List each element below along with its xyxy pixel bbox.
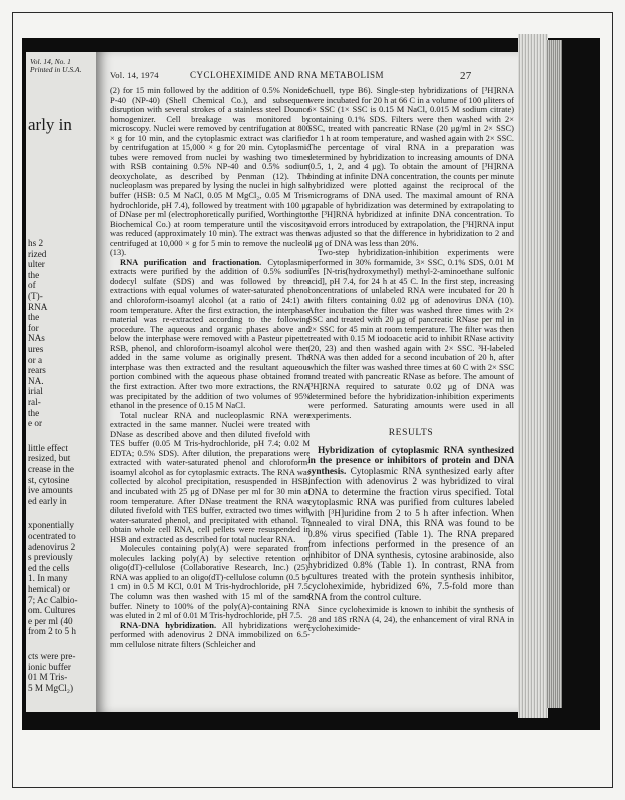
paragraph: Total nuclear RNA and nucleoplasmic RNA were extracted in the same manner. Nuclei were treated with DNase as described above and then diluted fivefold with TES buffer (0.05 M Tris-hydrochloride, pH 7.4; 0.02 M EDTA; 0.5% SDS). After dilution, the preparations were extracted with water-saturated phenol and chloroform-isoamyl alcohol as for cytoplasmic extracts. The RNA was collected by alcohol precipitation, resuspended in HSB, and incubated with 25 μg of DNase per ml for 30 min at room temperature. After DNase treatment the RNA was diluted fivefold with TES buffer, extracted two times with water-saturated phenol, and precipitated with ethanol. To obtain whole cell RNA, cell pellets were resuspended in HSB and extracted as described for total nuclear RNA.: [110, 409, 310, 544]
left-page-fragment: of: [28, 280, 36, 291]
left-page-fragment: for: [28, 322, 39, 333]
paragraph: Since cycloheximide is known to inhibit the synthesis of 28 and 18S rRNA (4, 24), the enhancement of viral RNA in cycloheximide-: [308, 604, 514, 634]
left-page-fragment: NA.: [28, 375, 44, 386]
paragraph: Schuell, type B6). Single-step hybridizations of [³H]RNA were incubated for 20 h at 66 C in a volume of 100 μliters of 6× SSC (1× SSC is 0.15 M NaCl, 0.015 M sodium citrate) containing 0.1% SDS. Filters were then washed with 2× SSC, treated with pancreatic RNase (20 μg/ml in 2× SSC) for 1 h at room temperature, and washed again with 2× SSC. The percentage of viral RNA in a preparation was determined by hybridization to increasing amounts of DNA (0.5, 1, 2, and 4 μg). To obtain the amount of [³H]RNA binding at infinite DNA concentration, the counts per minute hybridized were plotted against the reciprocal of the micrograms of DNA used. The maximal amount of RNA capable of hybridization was determined by extrapolating to the [³H]RNA hybridized at infinite DNA concentration. To avoid errors introduced by extrapolation, the [³H]RNA input was adjusted so that the difference in hybridization to 2 and 4 μg of DNA was less than 20%.: [308, 85, 514, 248]
left-page-fragment: ionic buffer: [28, 661, 71, 672]
left-page-fragment: e or: [28, 418, 43, 429]
paragraph: Molecules containing poly(A) were separated from molecules lacking poly(A) by selective retention on oligo(dT)-cellulose (Collaborative Research, Inc.) (25). RNA was applied to an oligo(dT)-cellulose column (0.5 by 1 cm) in 0.5 M KCl, 0.01 M Tris-hydrochloride, pH 7.5. The column was then washed with 15 ml of the same buffer. Ninety to 100% of the poly(A)-containing RNA was eluted in 2 ml of 0.01 M Tris-hydrochloride, pH 7.5.: [110, 543, 310, 621]
left-page-fragment: ive amounts: [28, 485, 73, 496]
left-page-fragment: the: [28, 407, 40, 418]
left-page-fragment: hemical) or: [28, 584, 71, 594]
running-header-title: CYCLOHEXIMIDE AND RNA METABOLISM: [190, 70, 385, 80]
left-page-fragment: irial: [28, 386, 43, 397]
paragraph-body: Cytoplasmic extracts were purified by the addition of 0.5% sodium dodecyl sulfate (SDS) and was followed by three extractions with equal volumes of water-saturated phenol and chloroform-isoamyl alcohol (at a ratio of 24:1) at room temperature. After the first extraction, the interphase material was re-extracted according to the following procedure. The aqueous and organic phases above and below the interphase were removed with a Pasteur pipette. RSB, phenol, and chloroform-isoamyl alcohol were then added in the same volume as originally present. The interphase was then extracted and the resultant aqueous portion combined with the aqueous phase obtained from the first extraction. After two more extractions, the RNA was precipitated by the addition of two volumes of 95% ethanol in the presence of 0.15 M NaCl.: [110, 256, 310, 411]
left-page-fragment: ures: [28, 344, 44, 354]
left-page-fragment: or a: [28, 354, 43, 365]
left-page-fragment: ed early in: [28, 495, 67, 506]
left-page-fragment: ed the cells: [28, 562, 70, 573]
left-page-fragment: resized, but: [28, 453, 71, 464]
section-heading-results: RESULTS: [388, 428, 434, 439]
frame-border-bottom: [12, 787, 613, 788]
left-page-fragment: 01 M Tris-: [28, 672, 68, 683]
paragraph: (2) for 15 min followed by the addition of 0.5% Nonidet P-40 (NP-40) (Shell Chemical Co.), and subsequent disruption with several strokes of a stainless steel Dounce homogenizer. Cell breakage was monitored by microscopy. Nuclei were removed by centrifugation at 800 × g for 10 min, and the cytoplasmic extract was clarified by centrifugation at 15,000 × g for 20 min. Cytoplasmic tubes were removed from nuclei by washing two times with RSB containing 0.5% NP-40 and 0.5% sodium deoxycholate, as described by Penman (12). The nucleoplasm was prepared by lysing the nuclei in high salt buffer (HSB: 0.5 M NaCl, 0.05 M MgCl₂, 0.05 M Tris-hydrochloride, pH 7.4), followed by treatment with 100 μg of DNase per ml (electrophoretically purified, Worthington Biochemical Co.) at room temperature until the viscosity was reduced (approximately 10 min). The extract was then centrifuged at 10,000 × g for 5 min to remove the nucleoli (13).: [110, 85, 310, 258]
left-page-fragment: the: [28, 269, 40, 280]
left-page-fragment: little effect: [28, 442, 68, 453]
page-stack-edge: [518, 34, 548, 718]
left-page-fragment: the: [28, 312, 40, 323]
left-page-header: [30, 58, 81, 74]
left-page-fragment: 5 M MgCl₂): [28, 682, 74, 693]
frame-border-right: [612, 12, 613, 788]
left-page-fragment: s previously: [28, 552, 73, 563]
left-page-fragment: ral-: [28, 397, 41, 407]
left-page-fragment: crease in the: [28, 464, 74, 474]
paragraph-heading: RNA purification and fractionation.: [120, 256, 262, 267]
paragraph-rna-dna-hybridization: [110, 621, 310, 650]
left-page-fragment: from 2 to 5 h: [28, 626, 76, 637]
page-stack-edge-outer: [546, 40, 562, 708]
left-page-fragment: (T)-: [28, 291, 43, 301]
left-page-fragment: RNA: [28, 301, 48, 312]
left-page-fragment: rized: [28, 248, 47, 259]
left-page-fragment: hs 2: [28, 238, 44, 248]
paragraph-heading: Hybridization of cytoplasmic RNA synthesized in the presence or inhibitors of protein and DNA synthesis.: [308, 445, 514, 477]
paragraph-body: All hybridizations were performed with adenovirus 2 DNA immobilized on 6.5-mm cellulose nitrate filters (Schleicher and: [110, 619, 311, 649]
frame-border-left: [12, 12, 13, 788]
left-page-fragment: ocentrated to: [28, 531, 76, 541]
left-page-fragment: cts were pre-: [28, 651, 76, 661]
left-page-fragment: ulter: [28, 259, 45, 270]
running-header-volume: Vol. 14, 1974: [110, 70, 159, 80]
frame-border-top: [12, 12, 613, 13]
left-page-fragment: NAs: [28, 333, 45, 344]
paragraph-hybridization: [308, 446, 514, 604]
paragraph-rna-purification: [110, 258, 310, 411]
left-text-column: [110, 86, 310, 649]
left-page-fragment: rears: [28, 365, 46, 376]
left-page-fragment: xponentially: [28, 520, 74, 531]
left-page-title-fragment: arly in: [28, 115, 72, 134]
left-page-fragment: om. Cultures: [28, 605, 76, 616]
paragraph-heading: RNA-DNA hybridization.: [120, 619, 217, 630]
left-facing-page: [26, 52, 98, 712]
paragraph: Two-step hybridization-inhibition experiments were performed in 30% formamide, 3× SSC, 0.1% SDS, 0.01 M Tes [N-tris(hydroxymethyl) methyl-2-aminoethane sulfonic acid], pH 7.4, for 24 h at 45 C. In the first step, increasing concentrations of unlabeled RNA were incubated for 20 h with filters containing 0.02 μg of adenovirus DNA (10). After incubation the filter was washed three times with 2× SSC and treated with 20 μg of pancreatic RNase per ml in 2× SSC for 45 min at room temperature. The filter was then treated with 0.15 M iodoacetic acid to inhibit RNase activity (20, 23) and then washed again with 2× SSC. ³H-labeled RNA was then added for a second incubation of 20 h, after which the filter was washed three times at 60 C with 2× SSC and treated with pancreatic RNase as before. The amount of [³H]RNA required to saturate 0.02 μg of DNA was determined before the hybridization-inhibition experiments were performed. Saturating amounts were used in all experiments.: [308, 247, 514, 420]
left-page-fragment: 7; Ac Calbio-: [28, 594, 78, 605]
left-page-fragment: st, cytosine: [28, 474, 70, 485]
paragraph-body: Cytoplasmic RNA synthesized early after infection with adenovirus 2 was hybridized to viral DNA to determine the fraction virus specified. Total cytoplasmic RNA was purified from cultures labeled with [³H]uridine from 2 to 5 h after infection. When annealed to viral DNA, this RNA was found to be 0.8% virus specified (Table 1). The RNA prepared from infections performed in the presence of an inhibitor of DNA synthesis, cytosine arabinoside, also hybridized 0.8% (Table 1). In contrast, RNA from cultures treated with the protein synthesis inhibitor, cycloheximide, hybridized 6%, 7.5-fold more than RNA from the control culture.: [308, 466, 514, 603]
right-text-column: [308, 86, 514, 634]
left-page-volume: Vol. 14, No. 1: [30, 57, 71, 66]
left-page-fragment: 1. In many: [28, 573, 68, 584]
left-page-fragment: e per ml (40: [28, 615, 73, 626]
left-page-printed: Printed in U.S.A.: [30, 65, 82, 74]
page-number: 27: [460, 70, 472, 82]
left-page-fragment: adenovirus 2: [28, 541, 76, 552]
